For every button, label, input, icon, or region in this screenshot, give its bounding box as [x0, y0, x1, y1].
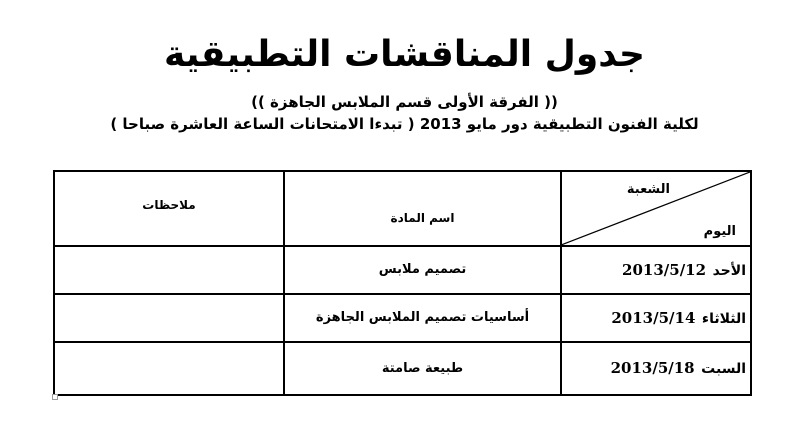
day-date-cell — [561, 342, 751, 395]
subject-text: طبيعة صامتة — [381, 360, 464, 376]
day-header-label: اليوم — [703, 223, 736, 239]
subject-cell — [284, 342, 561, 395]
day-date-cell — [561, 294, 751, 342]
division-header-label: الشعبة — [626, 182, 670, 197]
subject-cell — [284, 246, 561, 294]
schedule-table — [53, 170, 752, 396]
exam-date: 2013/5/18 — [610, 359, 695, 378]
exam-date: 2013/5/14 — [611, 308, 696, 327]
day-name: الأحد — [712, 262, 746, 279]
subject-header-cell — [284, 171, 561, 246]
day-division-header-cell — [561, 171, 751, 246]
subject-text: تصميم ملابس — [378, 262, 467, 278]
subtitle-department: (( الفرقة الأولى قسم الملابس الجاهزة )) — [251, 93, 558, 111]
page-title: جدول المناقشات التطبيقية — [164, 34, 645, 75]
table-resize-handle[interactable] — [52, 394, 58, 400]
table-row — [54, 294, 751, 342]
day-date-cell — [561, 246, 751, 294]
subject-header-label: اسم المادة — [390, 211, 455, 226]
notes-cell — [54, 342, 284, 395]
day-name: السبت — [701, 361, 746, 378]
notes-header-label: ملاحظات — [142, 198, 196, 212]
subtitle-exam-info: لكلية الفنون التطبيقية دور مايو 2013 ( تبدءا الامتحانات الساعة العاشرة صباحا ) — [110, 115, 699, 133]
notes-header-cell — [54, 171, 284, 246]
notes-cell — [54, 294, 284, 342]
subject-text: أساسيات تصميم الملابس الجاهزة — [315, 310, 530, 326]
table-header-row — [54, 171, 751, 246]
day-name: الثلاثاء — [701, 310, 746, 327]
subject-cell — [284, 294, 561, 342]
notes-cell — [54, 246, 284, 294]
exam-date: 2013/5/12 — [622, 260, 707, 279]
table-row — [54, 246, 751, 294]
table-row — [54, 342, 751, 395]
